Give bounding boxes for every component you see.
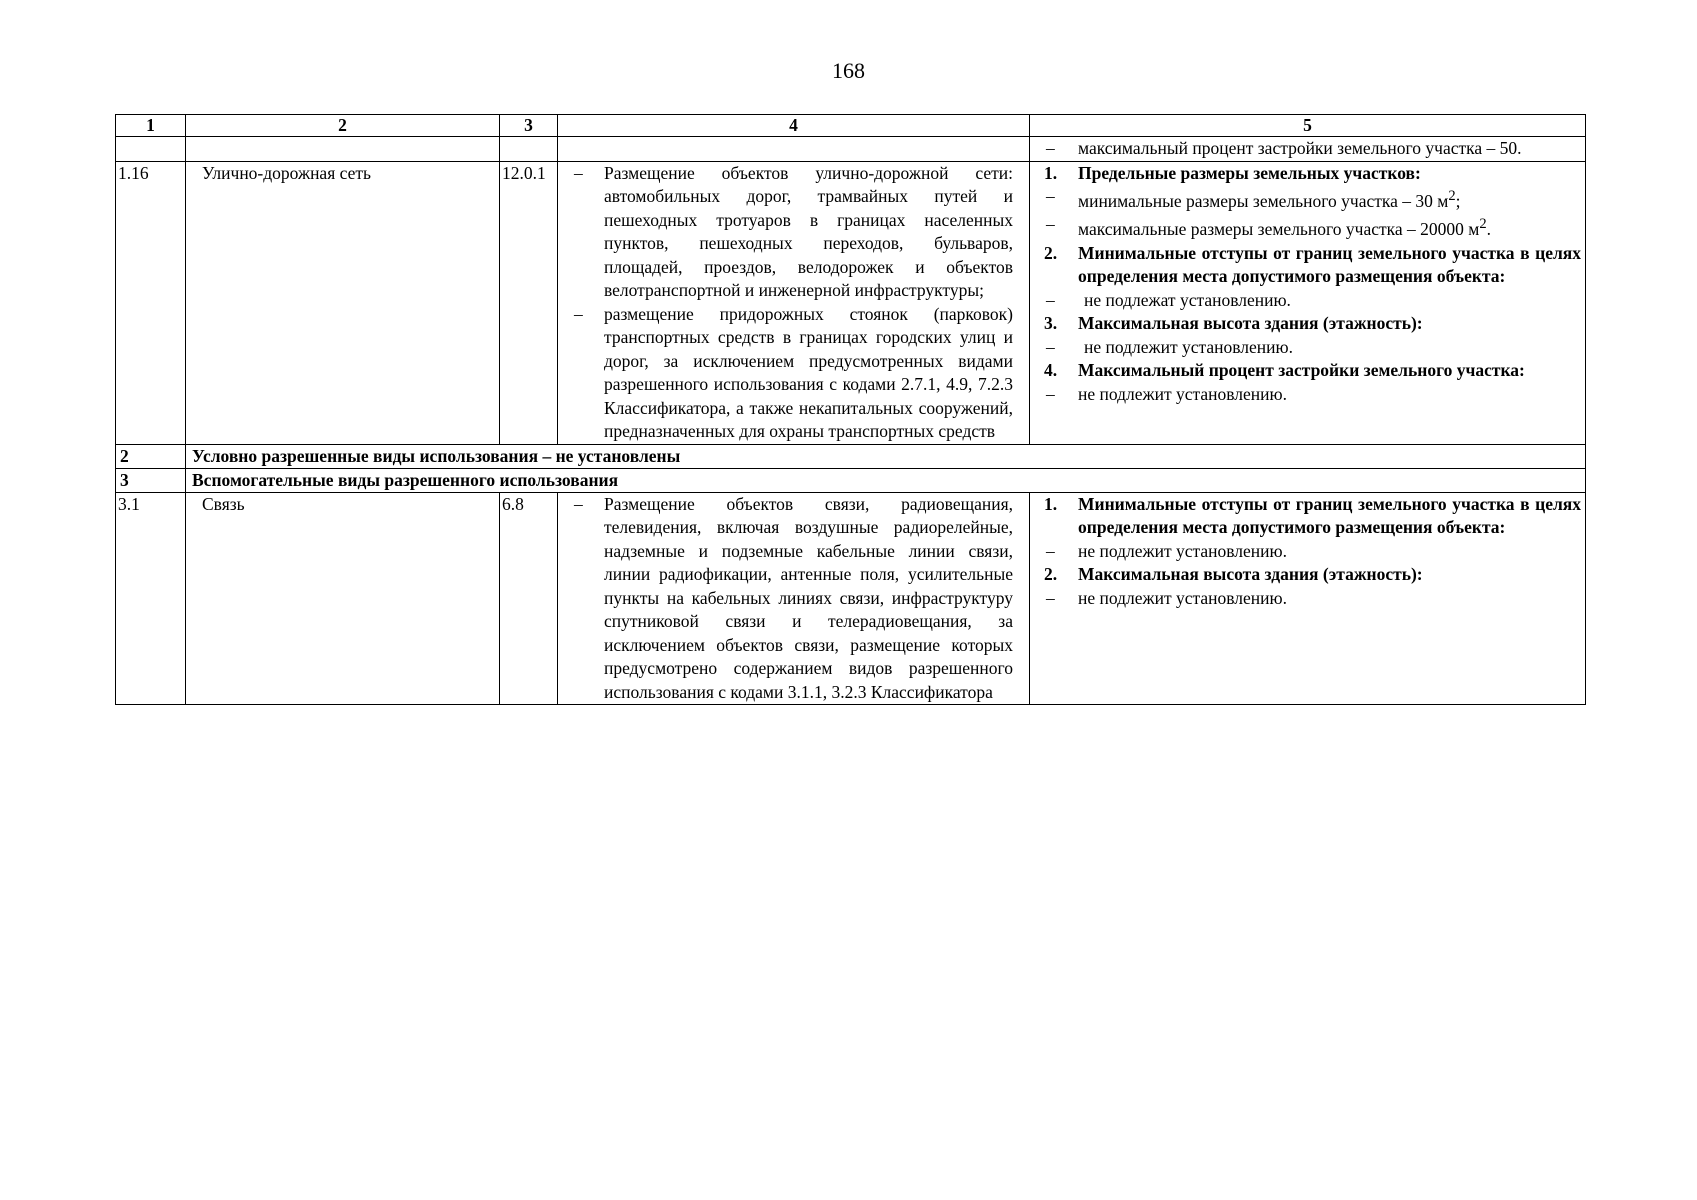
use-type-name: Связь bbox=[186, 492, 500, 705]
param-item: – не подлежит установлению. bbox=[1046, 336, 1293, 357]
param-heading: 4. Максимальный процент застройки земельного участка: bbox=[1044, 360, 1525, 381]
table-row-continuation bbox=[116, 137, 1586, 162]
header-col-3: 3 bbox=[500, 115, 558, 137]
header-col-4: 4 bbox=[558, 115, 1030, 137]
header-col-5: 5 bbox=[1030, 115, 1586, 137]
use-parameters bbox=[1030, 161, 1586, 444]
param-heading: 2. Максимальная высота здания (этажность): bbox=[1044, 564, 1423, 584]
description-item: – Размещение объектов связи, радиовещания, телевидения, включая воздушные радиорелейные, надземные и подземные кабельные линии связи, линии радиофикации, антенные поля, усилительные пункты на кабельных линиях связи, инфраструктуру спутниковой связи и телерадиовещания, за исключением объектов связи, размещение которых предусмотрено содержанием видов разрешенного использования с кодами 3.1.1, 3.2.3 Классификатора bbox=[574, 493, 1013, 702]
classifier-code: 6.8 bbox=[500, 492, 558, 705]
description-item: – размещение придорожных стоянок (парковок) транспортных средств в границах городских улиц и дорог, за исключением предусмотренных видами разрешенного использования с кодами 2.7.1, 4.9, 7.2.3 Классификатора, а также некапитальных сооружений, предназначенных для охраны транспортных средств bbox=[574, 303, 1013, 441]
section-row bbox=[116, 468, 1586, 492]
param-item: – не подлежит установлению. bbox=[1046, 540, 1287, 561]
use-description bbox=[558, 161, 1030, 444]
section-title: Вспомогательные виды разрешенного использования bbox=[186, 468, 1586, 492]
param-item: – минимальные размеры земельного участка – 30 $м^2$; bbox=[1046, 186, 1461, 211]
param-item: – не подлежат установлению. bbox=[1046, 289, 1291, 310]
use-parameters bbox=[1030, 492, 1586, 705]
section-row bbox=[116, 444, 1586, 468]
param-item: – максимальный процент застройки земельного участка – 50. bbox=[1046, 138, 1522, 158]
param-heading: 2. Минимальные отступы от границ земельного участка в целях определения места допустимого размещения объекта: bbox=[1044, 242, 1581, 287]
param-item: – максимальные размеры земельного участка – 20000 $м^2$. bbox=[1046, 214, 1492, 240]
header-col-2: 2 bbox=[186, 115, 500, 137]
section-number: 2 bbox=[116, 444, 186, 468]
use-type-name: Улично-дорожная сеть bbox=[186, 161, 500, 444]
classifier-code: 12.0.1 bbox=[500, 161, 558, 444]
use-description bbox=[558, 492, 1030, 705]
table-header-row bbox=[116, 115, 1586, 137]
section-number: 3 bbox=[116, 468, 186, 492]
param-item: – не подлежит установлению. bbox=[1046, 587, 1287, 608]
section-title: Условно разрешенные виды использования – не установлены bbox=[186, 444, 1586, 468]
param-item: – не подлежит установлению. bbox=[1046, 383, 1287, 404]
header-col-1: 1 bbox=[116, 115, 186, 137]
param-heading: 3. Максимальная высота здания (этажность): bbox=[1044, 313, 1423, 334]
param-heading: 1. Минимальные отступы от границ земельного участка в целях определения места допустимого размещения объекта: bbox=[1044, 493, 1581, 537]
row-number: 1.16 bbox=[116, 161, 186, 444]
description-item: – Размещение объектов улично-дорожной сети: автомобильных дорог, трамвайных путей и пешеходных тротуаров в границах населенных пунктов, пешеходных переходов, бульваров, площадей, проездов, велодорожек и объектов велотранспортной и инженерной инфраструктуры; bbox=[574, 162, 1013, 300]
table-row bbox=[116, 161, 1586, 444]
row-number: 3.1 bbox=[116, 492, 186, 705]
page-number: 168 bbox=[832, 58, 865, 83]
land-use-table bbox=[115, 114, 1586, 705]
param-heading: 1. Предельные размеры земельных участков: bbox=[1044, 162, 1421, 183]
table-row bbox=[116, 492, 1586, 705]
